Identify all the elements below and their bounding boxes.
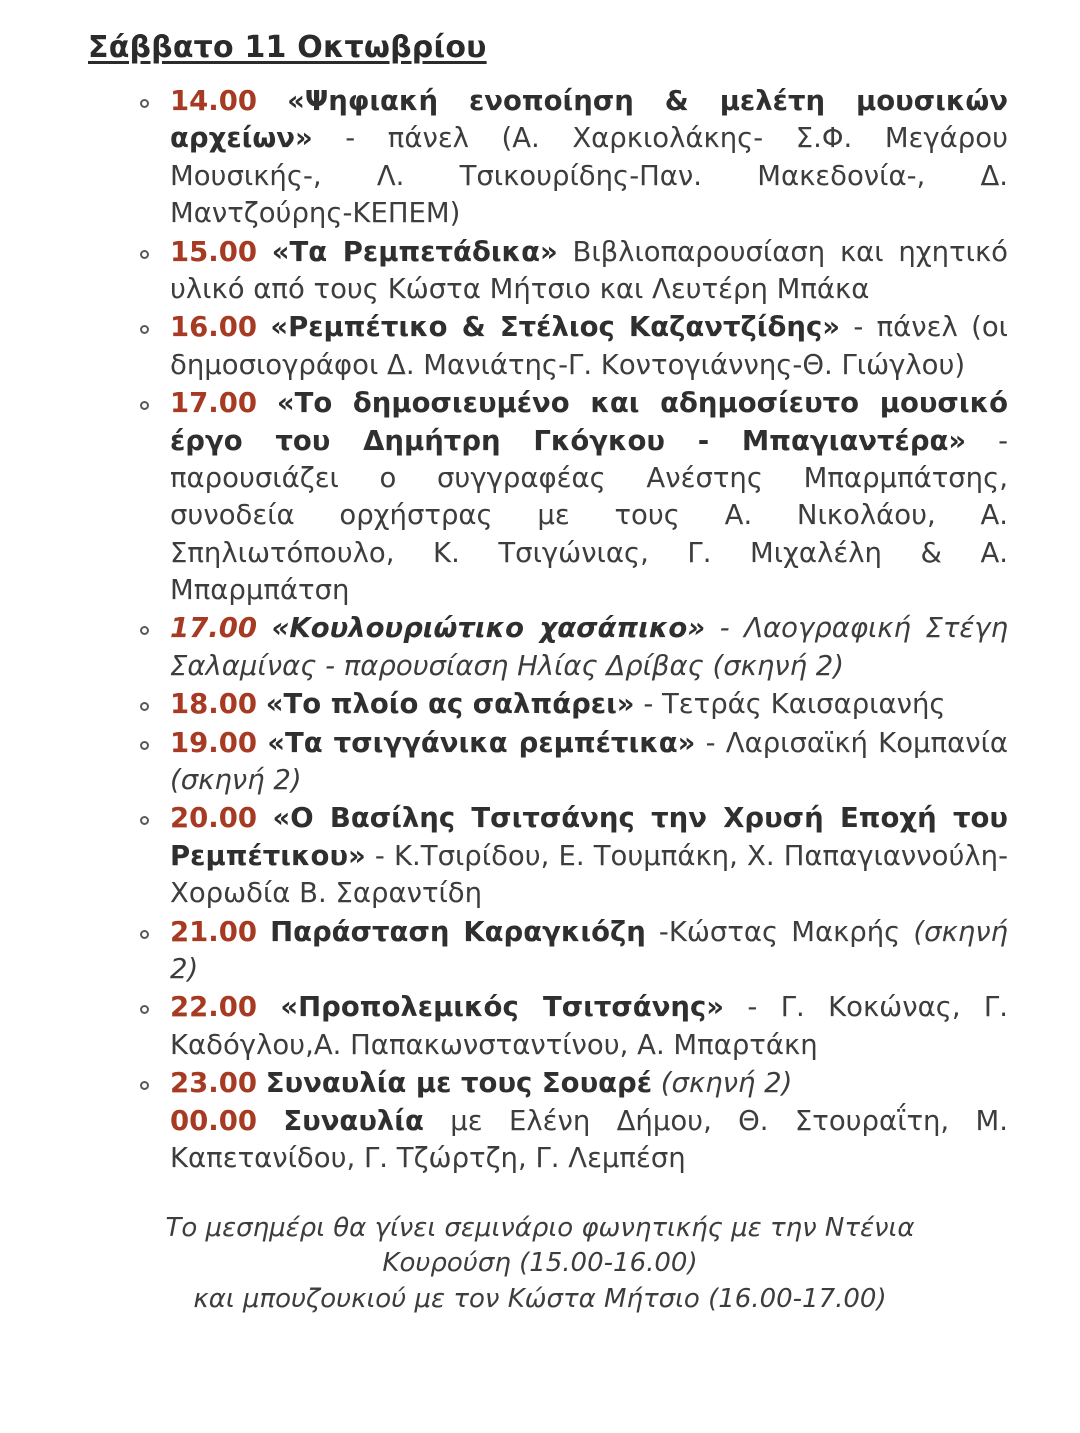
event-details: - Λαογραφική Στέγη Σαλαμίνας - παρουσίαση Ηλίας Δρίβας (σκηνή 2): [170, 612, 1008, 682]
list-item: [170, 725, 1008, 800]
event-time: 23.00: [170, 1067, 257, 1100]
footnote: [60, 1211, 1020, 1316]
event-details: με Ελένη Δήμου, Θ. Στουραΐτη, Μ. Καπετανίδου, Γ. Τζώρτζη, Γ. Λεμπέση: [170, 1104, 1008, 1174]
event-details: - πάνελ (οι δημοσιογράφοι Δ. Μανιάτης-Γ. Κοντογιάννης-Θ. Γιώγλου): [170, 311, 1008, 381]
event-time: 19.00: [170, 726, 257, 759]
footnote-line: Κουρούση (15.00-16.00): [382, 1248, 698, 1279]
page-title: Σάββατο 11 Οκτωβρίου: [88, 30, 487, 65]
event-details: - Κ.Τσιρίδου, Ε. Τουμπάκη, Χ. Παπαγιαννούλη- Χορωδία Β. Σαραντίδη: [170, 839, 1008, 910]
event-details: [652, 1067, 661, 1099]
event-time: 17.00: [170, 612, 257, 645]
event-title: «Προπολεμικός Τσιτσάνης»: [280, 991, 725, 1024]
list-item: [170, 914, 1008, 989]
schedule-list: [60, 83, 1020, 1177]
event-title: «Κουλουριώτικο χασάπικο»: [271, 612, 706, 645]
list-item: [170, 385, 1008, 609]
list-item: [170, 83, 1008, 233]
footnote-line: Το μεσημέρι θα γίνει σεμινάριο φωνητικής με την Ντένια: [165, 1213, 915, 1244]
event-title: «Τα τσιγγάνικα ρεμπέτικα»: [267, 726, 696, 759]
event-title: Συναυλία: [283, 1104, 424, 1137]
event-title: «Τα Ρεμπετάδικα»: [271, 235, 558, 268]
event-title: «Ρεμπέτικο & Στέλιος Καζαντζίδης»: [270, 311, 841, 344]
event-title: «Το πλοίο ας σαλπάρει»: [265, 688, 635, 721]
event-time: 00.00: [170, 1104, 257, 1137]
event-details-note: (σκηνή 2): [170, 764, 302, 797]
list-item: [170, 610, 1008, 685]
list-item: [170, 234, 1008, 309]
list-item: [170, 1065, 1008, 1177]
event-details-note: (σκηνή 2): [660, 1067, 793, 1100]
event-time: 18.00: [170, 688, 257, 721]
list-item: [170, 309, 1008, 384]
event-title: «Ψηφιακή ενοποίηση & μελέτη μουσικών αρχείων»: [170, 85, 1009, 155]
event-details: - πάνελ (Α. Χαρκιολάκης- Σ.Φ. Μεγάρου Μουσικής-, Λ. Τσικουρίδης-Παν. Μακεδονία-, Δ. Μαντζούρης-ΚΕΠΕΜ): [170, 122, 1008, 230]
event-details: Βιβλιοπαρουσίαση και ηχητικό υλικό από τους Κώστα Μήτσιο και Λευτέρη Μπάκα: [170, 235, 1008, 305]
event-time: 15.00: [170, 235, 257, 268]
event-extra: [170, 1103, 1008, 1178]
footnote-line: και μπουζουκιού με τον Κώστα Μήτσιο (16.00-17.00): [193, 1283, 887, 1314]
event-title: «Το δημοσιευμένο και αδημοσίευτο μουσικό έργο του Δημήτρη Γκόγκου - Μπαγιαντέρα»: [170, 387, 1008, 457]
event-time: 20.00: [170, 802, 257, 835]
event-time: 16.00: [170, 311, 257, 344]
event-title: «Ο Βασίλης Τσιτσάνης την Χρυσή Εποχή του Ρεμπέτικου»: [170, 802, 1008, 872]
event-details: - Λαρισαϊκή Κομπανία: [695, 726, 1009, 759]
event-time: 17.00: [170, 387, 257, 420]
list-item: [170, 686, 1008, 723]
event-details: - Γ. Κοκώνας, Γ. Καδόγλου,Α. Παπακωνσταντίνου, Α. Μπαρτάκη: [170, 991, 1008, 1061]
event-title: Παράσταση Καραγκιόζη: [270, 915, 646, 948]
list-item: [170, 800, 1008, 912]
event-details-note: (σκηνή 2): [170, 915, 1008, 985]
event-details: -Κώστας Μακρής: [645, 915, 914, 948]
event-details: - Τετράς Καισαριανής: [634, 688, 946, 721]
list-item: [170, 989, 1008, 1064]
event-time: 22.00: [170, 991, 257, 1024]
event-details: - παρουσιάζει ο συγγραφέας Ανέστης Μπαρμπάτσης, συνοδεία ορχήστρας με τους Α. Νικολάου, Α. Σπηλιωτόπουλο, Κ. Τσιγώνιας, Γ. Μιχαλέλη & Α. Μπαρμπάτση: [170, 424, 1008, 607]
event-time: 21.00: [170, 915, 257, 948]
event-time: 14.00: [170, 85, 257, 117]
event-title: Συναυλία με τους Σουαρέ: [265, 1067, 653, 1100]
